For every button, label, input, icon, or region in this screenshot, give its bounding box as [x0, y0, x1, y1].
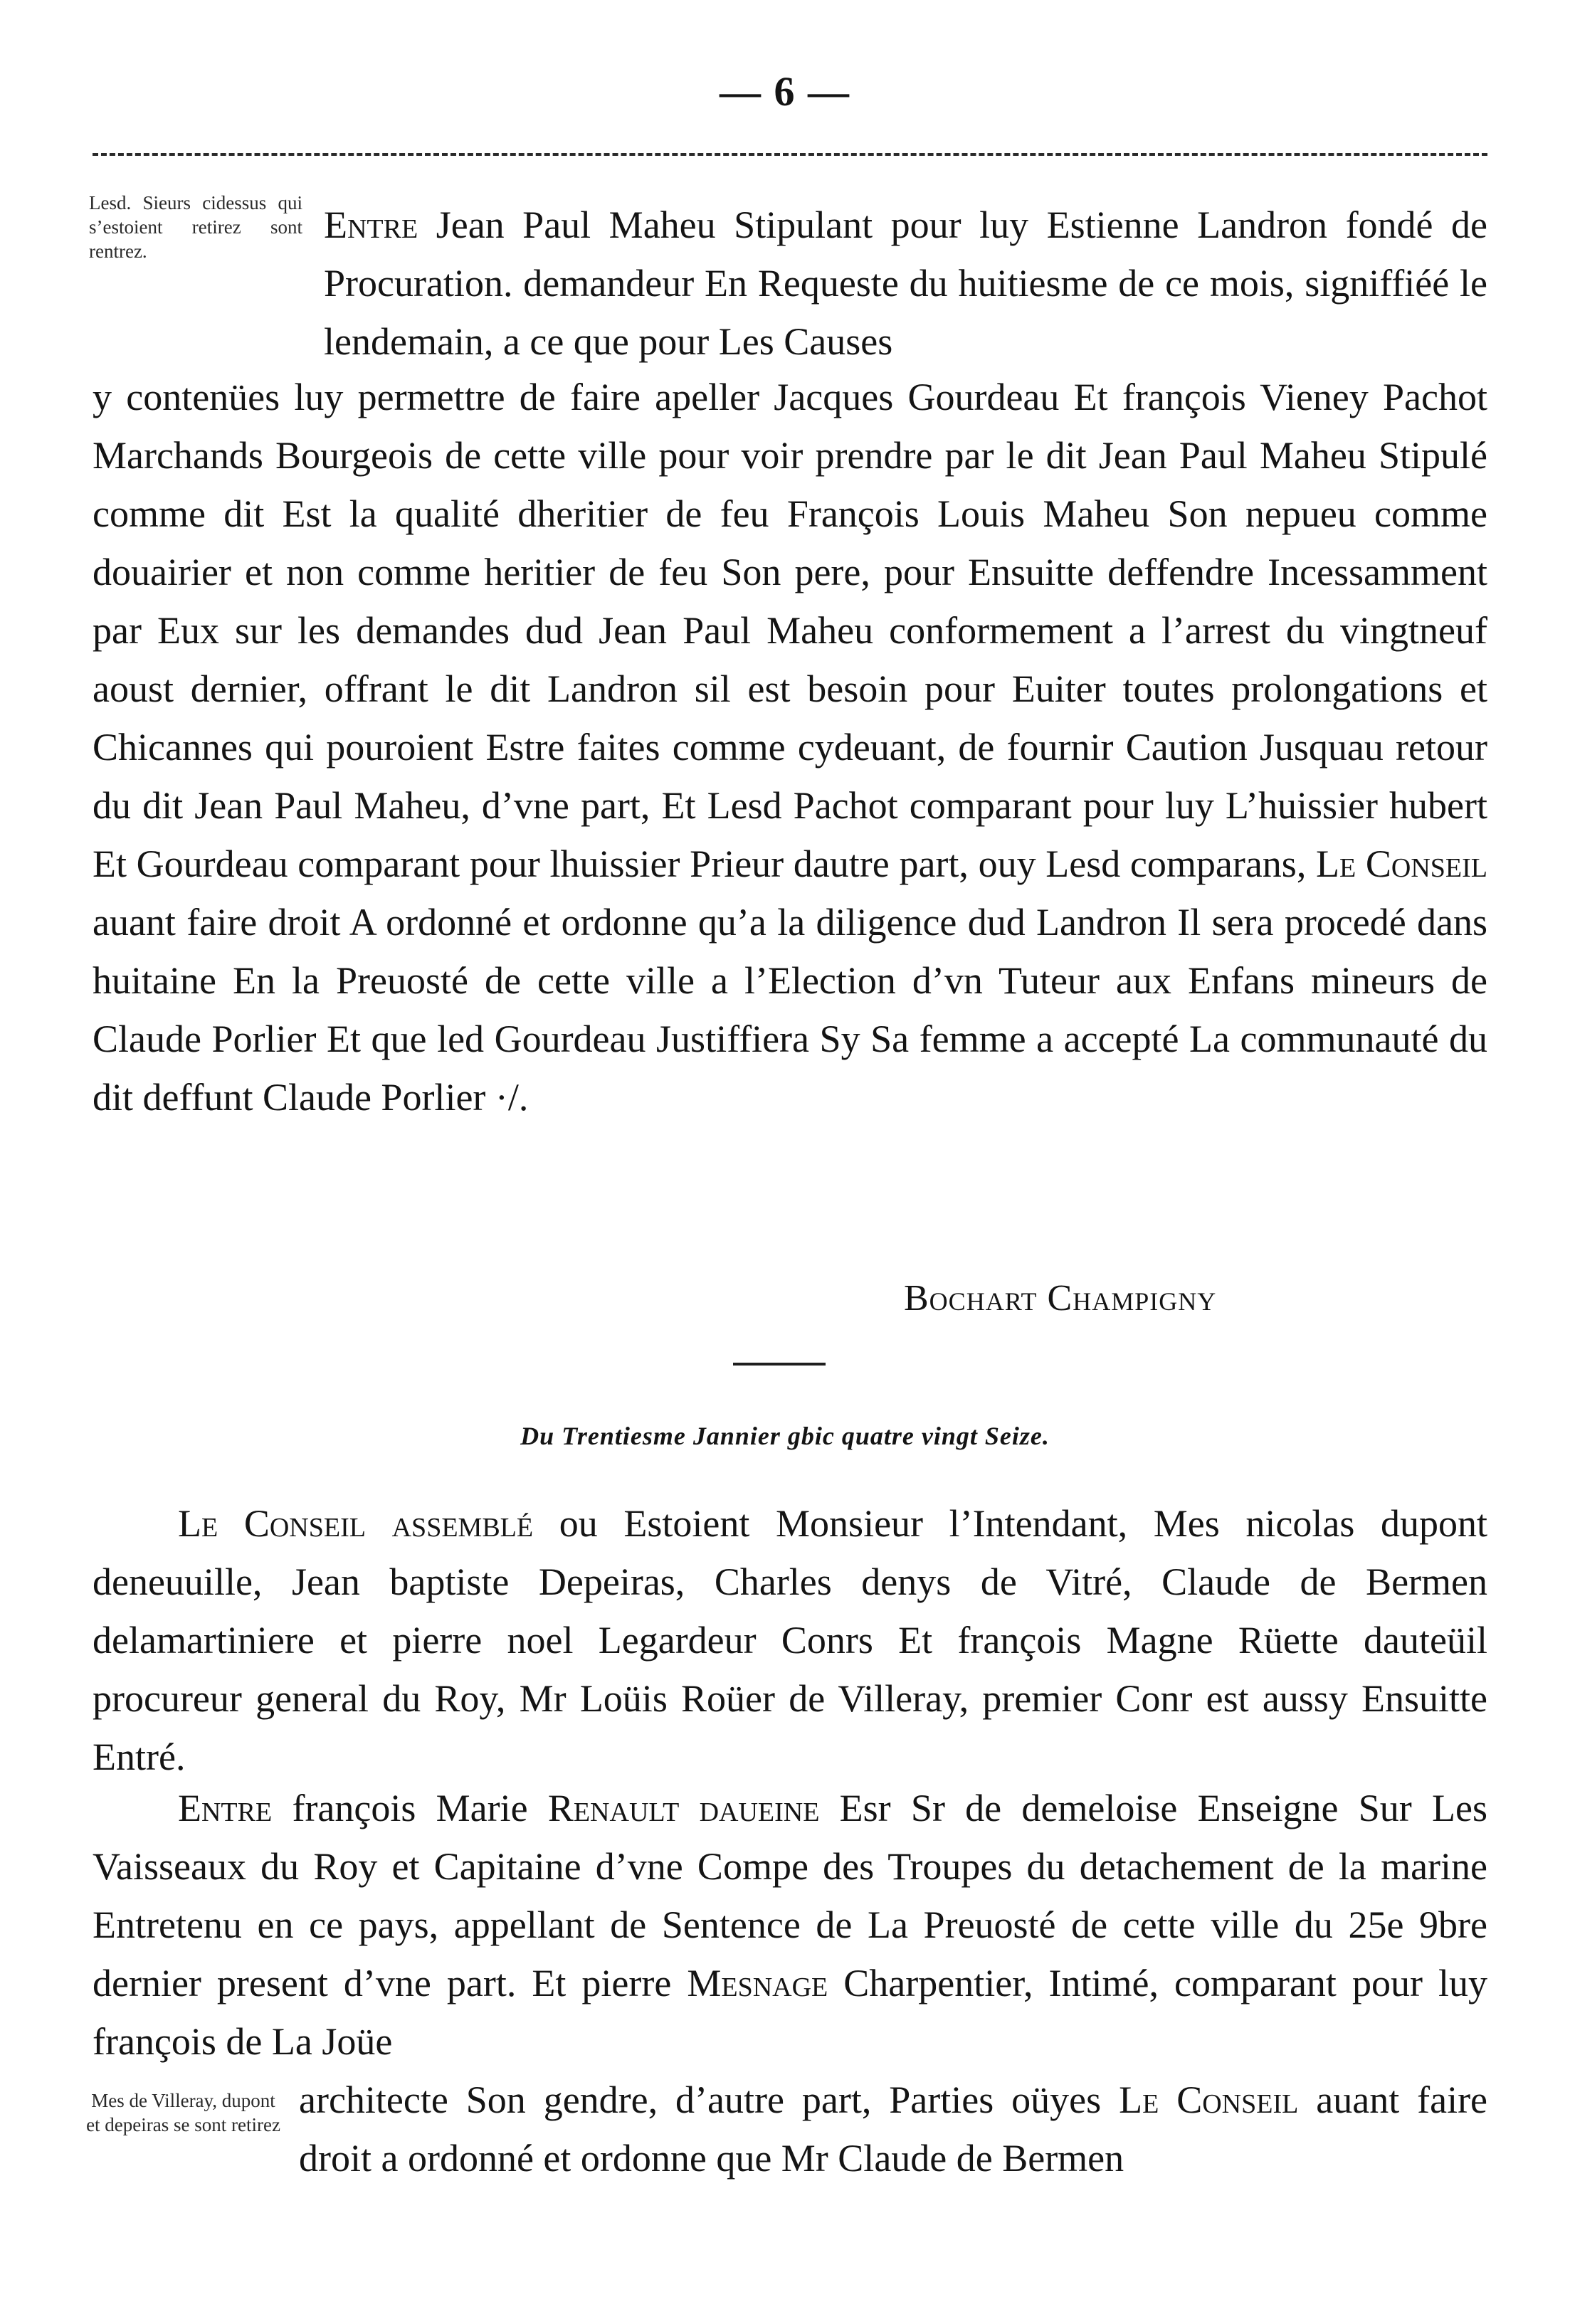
entre-label: Entre [178, 1787, 273, 1829]
entry-renault-paragraph [93, 1779, 1487, 2071]
signature-bochart-champigny: Bochart Champigny [904, 1278, 1217, 1319]
margin-note-villeray-retirez: Mes de Villeray, dupont et depeiras se sont retirez [86, 2090, 280, 2135]
entry-maheu-opening [324, 196, 1487, 374]
entry-renault-continuation [299, 2071, 1487, 2187]
entry-maheu-opening-text: Jean Paul Maheu Stipulant pour luy Estienne Landron fondé de Procuration. demandeur En Requeste du huitiesme de ce mois, signiffiéé le lendemain, a ce que pour Les Causes [324, 204, 1487, 363]
entry-maheu-body [93, 368, 1487, 1126]
entry-renault-text-a: françois Marie [272, 1787, 548, 1829]
entre-label: Entre [324, 204, 418, 246]
entry-renault-tail-a: architecte Son gendre, d’autre part, Parties oüyes [299, 2079, 1119, 2121]
conseil-assemble-lead: Le Conseil assemblé [178, 1502, 534, 1545]
entry-maheu-ruling-text: auant faire droit A ordonné et ordonne qu’a la diligence dud Landron Il sera procedé dans huitaine En la Preuosté de cette ville a l’Election d’vn Tuteur aux Enfans mineurs de Claude Porlier Et que led Gourdeau Justiffiera Sy Sa femme a accepté La communauté du dit deffunt Claude Porlier ·/. [93, 901, 1487, 1119]
mesnage-name: Mesnage [687, 1962, 828, 2005]
entry-maheu-body-text: y contenües luy permettre de faire apeller Jacques Gourdeau Et françois Vieney Pachot Marchands Bourgeois de cette ville pour voir prendre par le dit Jean Paul Maheu Stipulé comme dit Est la qualité dheritier de feu François Louis Maheu Son nepueu comme douairier et non comme heritier de feu Son pere, pour Ensuitte deffendre Incessamment par Eux sur les demandes dud Jean Paul Maheu conformement a l’arrest du vingtneuf aoust dernier, offrant le dit Landron sil est besoin pour Euiter toutes prolongations et Chicannes qui pouroient Estre faites comme cydeuant, de fournir Caution Jusquau retour du dit Jean Paul Maheu, d’vne part, Et Lesd Pachot comparant pour luy L’huissier hubert Et Gourdeau comparant pour lhuissier Prieur dautre part, ouy Lesd comparans, [93, 376, 1487, 885]
entry-renault-text-c: Charpentier, Intimé, comparant pour luy françois de La Joüe [93, 1962, 1487, 2063]
conseil-assemble-text: ou Estoient Monsieur l’Intendant, Mes nicolas dupont deneuuille, Jean baptiste Depeiras, Charles denys de Vitré, Claude de Bermen delamartiniere et pierre noel Legardeur Conrs Et françois Magne Rüette dauteüil procureur general du Roy, Mr Loüis Roüer de Villeray, premier Conr est aussy Ensuitte Entré. [93, 1502, 1488, 1778]
le-conseil-label: Le Conseil [1316, 843, 1488, 885]
entry-renault-text-b: Esr Sr de demeloise Enseigne Sur Les Vaisseaux du Roy et Capitaine d’vne Compe des Troupes du detachement de la marine Entretenu en ce pays, appellant de Sentence de La Preuosté de cette ville du 25e 9bre dernier present d’vne part. Et pierre [93, 1787, 1488, 2005]
top-divider [93, 153, 1487, 156]
conseil-assemble-paragraph [93, 1494, 1487, 1786]
page-number: — 6 — [720, 68, 850, 115]
date-heading: Du Trentiesme Jannier gbic quatre vingt Seize. [520, 1422, 1050, 1450]
margin-note-sieurs-rentrez: Lesd. Sieurs cidessus qui s’estoient retirez sont rentrez. [89, 192, 302, 262]
le-conseil-label: Le Conseil [1119, 2079, 1299, 2121]
renault-name: Renault daueine [547, 1787, 820, 1829]
section-divider [733, 1363, 826, 1366]
entry-renault-tail-b: auant faire droit a ordonné et ordonne que Mr Claude de Bermen [299, 2079, 1488, 2180]
